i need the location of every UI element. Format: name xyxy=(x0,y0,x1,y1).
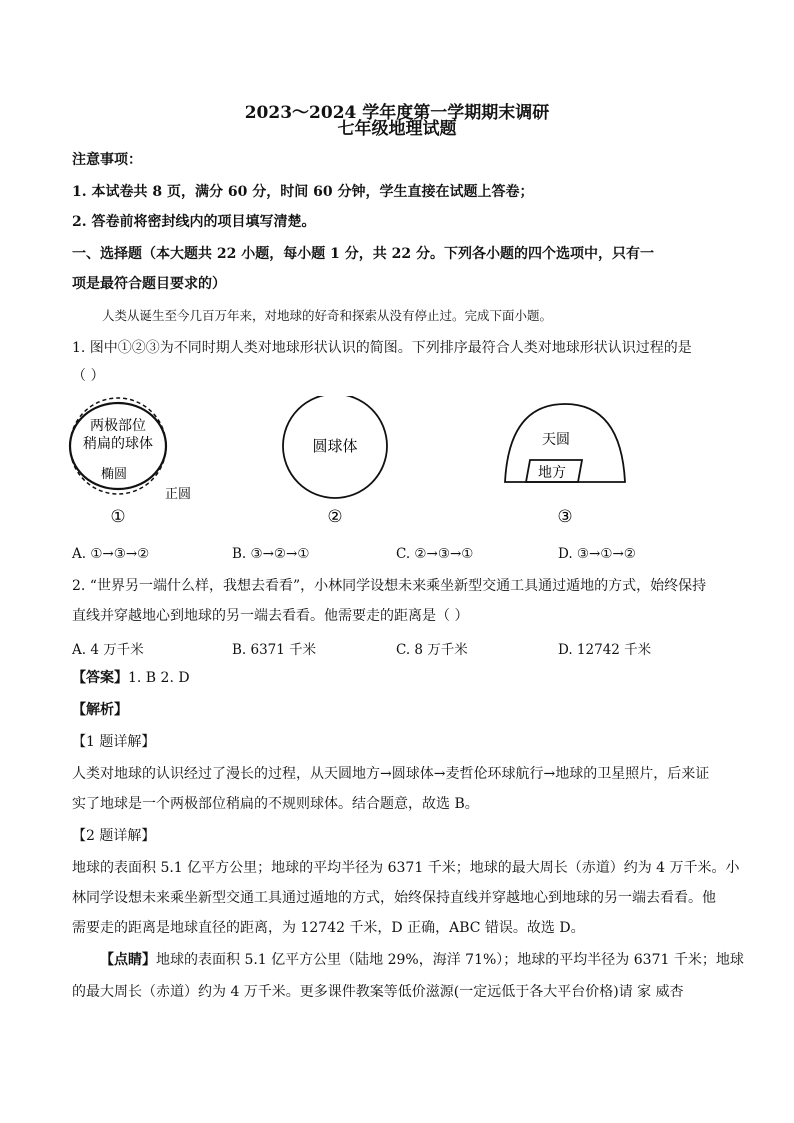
exam-title: 2023～2024 学年度第一学期期末调研 xyxy=(244,103,550,123)
fig1-text-line2: 稍扁的球体 xyxy=(83,436,153,452)
q2-option-b: B. 6371 千米 xyxy=(232,642,317,658)
tip-label: 【点睛】 xyxy=(100,952,156,968)
figure-3-round-sky-square-earth xyxy=(505,404,625,482)
detail-1-line1: 人类对地球的认识经过了漫长的过程，从天圆地方→圆球体→麦哲伦环球航行→地球的卫星照片，后来证 xyxy=(72,766,710,782)
q2-stem-line1: 2. “世界另一端什么样，我想去看看”，小林同学设想未来乘坐新型交通工具通过遁地的方式，始终保持 xyxy=(72,578,707,594)
q1-stem-line1: 1. 图中①②③为不同时期人类对地球形状认识的简图。下列排序最符合人类对地球形状认识过程的是 xyxy=(72,340,692,356)
q1-stem-line2: （ ） xyxy=(72,368,105,384)
tip-line2: 的最大周长（赤道）约为 4 万千米。更多课件教案等低价滋源(一定远低于各大平台价格)请 家 威杏 xyxy=(72,984,684,1000)
q2-option-d: D. 12742 千米 xyxy=(558,642,652,658)
q2-stem-line2: 直线并穿越地心到地球的另一端去看看。他需要走的距离是（ ） xyxy=(72,608,469,624)
figure-number-3: ③ xyxy=(557,507,573,527)
q1-option-a: A. ①→③→② xyxy=(72,546,150,562)
tip-line1-text: 地球的表面积 5.1 亿平方公里（陆地 29%，海洋 71%）；地球的平均半径为 6371 千米；地球 xyxy=(156,952,744,968)
section1-intro: 人类从诞生至今几百万年来，对地球的好奇和探索从没有停止过。完成下面小题。 xyxy=(102,308,553,323)
detail-1-label: 【1 题详解】 xyxy=(72,734,156,750)
detail-2-label: 【2 题详解】 xyxy=(72,828,156,844)
q1-option-c: C. ②→③→① xyxy=(396,546,474,562)
analysis-label: 【解析】 xyxy=(72,702,128,718)
answer-text: 1. B 2. D xyxy=(128,670,190,686)
notice-item-2: 2. 答卷前将密封线内的项目填写清楚。 xyxy=(72,214,316,230)
notice-item-1: 1. 本试卷共 8 页，满分 60 分，时间 60 分钟，学生直接在试题上答卷； xyxy=(72,184,534,200)
q1-option-b: B. ③→②→① xyxy=(232,546,310,562)
fig3-text-box: 地方 xyxy=(538,465,566,481)
tip-line1 xyxy=(100,950,760,970)
figure-number-2: ② xyxy=(327,507,343,527)
exam-subtitle: 七年级地理试题 xyxy=(337,119,457,139)
fig1-text-line1: 两极部位 xyxy=(90,418,146,434)
q1-option-d: D. ③→①→② xyxy=(558,546,636,562)
detail-2-line1: 地球的表面积 5.1 亿平方公里；地球的平均半径为 6371 千米；地球的最大周长（赤道）约为 4 万千米。小 xyxy=(72,860,740,876)
fig1-label-ellipse: 椭圆 xyxy=(100,467,128,482)
section1-heading-line2: 项是最符合题目要求的） xyxy=(72,276,226,292)
section1-heading-line1: 一、选择题（本大题共 22 小题，每小题 1 分，共 22 分。下列各小题的四个选项中，只有一 xyxy=(72,246,654,262)
figure-2-sphere xyxy=(283,396,387,498)
detail-2-line3: 需要走的距离是地球直径的距离，为 12742 千米，D 正确，ABC 错误。故选 D。 xyxy=(72,920,585,936)
q2-option-a: A. 4 万千米 xyxy=(72,642,144,658)
fig1-label-circle: 正圆 xyxy=(164,487,192,502)
figure-number-1: ① xyxy=(110,507,126,527)
figure-1-oblate-sphere xyxy=(70,398,191,502)
detail-2-line2: 林同学设想未来乘坐新型交通工具通过遁地的方式，始终保持直线并穿越地心到地球的另一端去看看。他 xyxy=(72,890,716,906)
fig3-text-top: 天圆 xyxy=(542,432,570,448)
q2-option-c: C. 8 万千米 xyxy=(396,642,468,658)
detail-1-line2: 实了地球是一个两极部位稍扁的不规则球体。结合题意，故选 B。 xyxy=(72,796,479,812)
fig2-text: 圆球体 xyxy=(312,437,358,455)
notice-heading: 注意事项： xyxy=(72,152,142,168)
earth-shape-figure xyxy=(60,396,700,536)
answer-row xyxy=(72,668,732,688)
answer-label: 【答案】 xyxy=(72,670,128,686)
